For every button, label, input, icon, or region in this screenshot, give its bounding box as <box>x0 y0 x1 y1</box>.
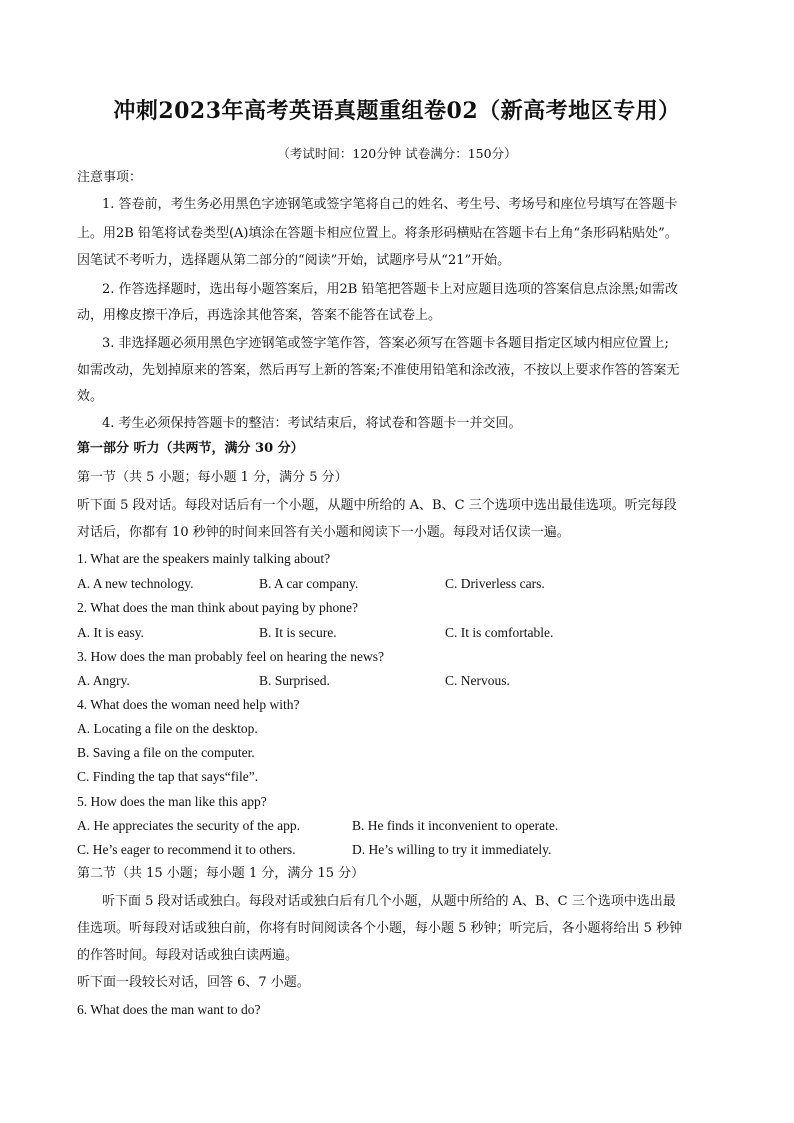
q5-option-b: B. He finds it inconvenient to operate. <box>352 818 559 833</box>
q4-option-b: B. Saving a file on the computer. <box>77 745 255 760</box>
section1-instruction-line-1: 听下面 5 段对话。每段对话后有一个小题，从题中所给的 A、B、C 三个选项中选出最佳选项。听完每段 <box>77 498 677 513</box>
section2-heading: 第二节（共 15 小题；每小题 1 分，满分 15 分） <box>77 866 365 881</box>
note-3-line-1: 3. 非选择题必须用黑色字迹钢笔或签字笔作答，答案必须写在答题卡各题目指定区域内相应位置上; <box>102 336 669 351</box>
note-3-line-2: 如需改动，先划掉原来的答案，然后再写上新的答案;不准使用铅笔和涂改液，不按以上要求作答的答案无 <box>77 363 680 378</box>
q1-option-b: B. A car company. <box>259 576 359 591</box>
q2-option-c: C. It is comfortable. <box>445 625 554 640</box>
q1-option-c: C. Driverless cars. <box>445 576 545 591</box>
q3-option-a: A. Angry. <box>77 673 130 688</box>
note-3-line-3: 效。 <box>77 389 104 404</box>
section1-heading: 第一节（共 5 小题；每小题 1 分，满分 5 分） <box>77 470 348 485</box>
q3-option-b: B. Surprised. <box>259 673 330 688</box>
q6-stem: 6. What does the man want to do? <box>77 1002 261 1017</box>
q2-stem: 2. What does the man think about paying by phone? <box>77 600 358 615</box>
q3-option-c: C. Nervous. <box>445 673 510 688</box>
section2-instruction-line-3: 的作答时间。每段对话或独白读两遍。 <box>77 948 299 963</box>
section2-instruction-line-1: 听下面 5 段对话或独白。每段对话或独白后有几个小题，从题中所给的 A、B、C 三个选项中选出最 <box>102 894 676 909</box>
note-1-line-2: 上。用2B 铅笔将试卷类型(A)填涂在答题卡相应位置上。将条形码横贴在答题卡右上角“条形码粘贴处”。 <box>77 226 678 241</box>
q5-option-a: A. He appreciates the security of the app. <box>77 818 301 833</box>
q4-stem: 4. What does the woman need help with? <box>77 697 300 712</box>
q5-option-c: C. He’s eager to recommend it to others. <box>77 842 296 857</box>
page-title: 冲刺2023年高考英语真题重组卷02（新高考地区专用） <box>113 98 681 124</box>
section1-instruction-line-2: 对话后，你都有 10 秒钟的时间来回答有关小题和阅读下一小题。每段对话仅读一遍。 <box>77 525 570 540</box>
note-4-line-1: 4. 考生必须保持答题卡的整洁：考试结束后，将试卷和答题卡一并交回。 <box>102 416 522 431</box>
section2-instruction-line-2: 佳选项。听每段对话或独白前，你将有时间阅读各个小题，每小题 5 秒钟；听完后，各小题将给出 5 秒钟 <box>77 921 683 936</box>
q4-option-c: C. Finding the tap that says“file”. <box>77 769 259 784</box>
note-2-line-2: 动，用橡皮擦干净后，再选涂其他答案，答案不能答在试卷上。 <box>77 308 442 323</box>
exam-info: （考试时间：120分钟 试卷满分：150分） <box>277 146 517 161</box>
q5-stem: 5. How does the man like this app? <box>77 794 267 809</box>
q5-option-d: D. He’s willing to try it immediately. <box>352 842 552 857</box>
note-1-line-3: 因笔试不考听力，选择题从第二部分的“阅读”开始，试题序号从“21”开始。 <box>77 253 511 268</box>
dialogue-instruction: 听下面一段较长对话，回答 6、7 小题。 <box>77 975 310 990</box>
note-1-line-1: 1. 答卷前，考生务必用黑色字迹钢笔或签字笔将自己的姓名、考生号、考场号和座位号填写在答题卡 <box>102 197 678 212</box>
q4-option-a: A. Locating a file on the desktop. <box>77 721 258 736</box>
q1-option-a: A. A new technology. <box>77 576 194 591</box>
note-2-line-1: 2. 作答选择题时，选出每小题答案后，用2B 铅笔把答题卡上对应题目选项的答案信息点涂黑;如需改 <box>102 282 678 297</box>
q2-option-b: B. It is secure. <box>259 625 337 640</box>
q3-stem: 3. How does the man probably feel on hearing the news? <box>77 649 385 664</box>
part1-heading: 第一部分 听力（共两节，满分 30 分） <box>77 441 304 456</box>
notes-heading: 注意事项： <box>77 170 143 185</box>
q1-stem: 1. What are the speakers mainly talking about? <box>77 551 331 566</box>
q2-option-a: A. It is easy. <box>77 625 144 640</box>
